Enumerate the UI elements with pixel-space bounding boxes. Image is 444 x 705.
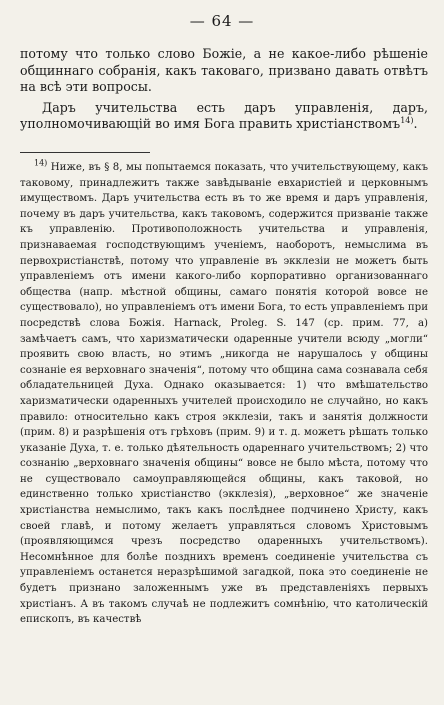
footnote <box>20 160 428 628</box>
main-text <box>20 46 428 133</box>
paragraph-gift-of-teaching: Даръ учительства есть даръ управленія, даръ, уполномочивающій во имя Бога править христіанствомъ$^{14)}$. <box>20 99 428 132</box>
paragraph-text: Даръ учительства есть даръ управленія, даръ, уполномочивающій во имя Бога править христіанствомъ <box>20 99 428 132</box>
footnote-reference[interactable]: 14) <box>400 116 414 126</box>
footnote-text: Ниже, въ § 8, мы попытаемся показать, что учительствующему, какъ таковому, принадлежитъ также завѣдываніе евхаристіей и церковнымъ имуществомъ. Даръ учительства есть въ то же время и даръ управленія, почему въ даръ учительства, какъ таковомъ, содержится призваніе также къ управленію. Противоположность учительства и управленія, признаваемая господствующимъ ученіемъ, наоборотъ, немыслима въ первохристіанствѣ, потому что управленіе въ экклезіи не можетъ быть управленіемъ отъ имени какого-либо корпоративно организованнаго общества (напр. мѣстной общины, самаго понятія которой вовсе не существовало), но управленіемъ отъ имени Бога, то есть управленіемъ при посредствѣ слова Божія. Harnack, Proleg. S. 147 (ср. прим. 77, а) замѣчаетъ самъ, что харизматически одаренные учители всюду „могли“ проявить свою власть, но этимъ „никогда не нарушалось у общины сознаніе ея верховнаго значенія“, потому что община сама сознавала себя обладательницей Духа. Однако оказывается: 1) что вмѣшательство харизматически одаренныхъ учителей происходило не случайно, но какъ правило: относительно какъ строя экклезіи, такъ и занятія должности (прим. 8) и разрѣшенія отъ грѣховъ (прим. 9) и т. д. можетъ рѣшать только указаніе Духа, т. е. только дѣятельность одареннаго учительствомъ; 2) что сознанію „верховнаго значенія общины“ вовсе не было мѣста, потому что не существовало самоуправляющейся общины, какъ таковой, но единственно только христіанство (экклезія), „верховное“ же значеніе христіанства немыслимо, такъ какъ послѣднее подчинено Христу, какъ своей главѣ, и потому желаетъ управляться словомъ Христовымъ (проявляющимся чрезъ посредство одаренныхъ учительствомъ). Несомнѣнное для болѣе позднихъ временъ соединеніе учительства съ управленіемъ останется неразрѣшимой загадкой, пока это соединеніе не будетъ признано заложеннымъ уже въ представленіяхъ первыхъ христіанъ. А въ такомъ случаѣ не подлежитъ сомнѣнію, что католическій епископъ, въ качествѣ <box>20 162 428 626</box>
paragraph-continuation: потому что только слово Божіе, а не какое-либо рѣшеніе общиннаго собранія, какъ таковаго, призвано давать отвѣтъ на всѣ эти вопросы. <box>20 46 428 95</box>
footnote-divider <box>20 152 150 153</box>
footnote-paragraph <box>20 160 428 628</box>
page-number: — 64 — <box>189 12 255 30</box>
footnote-mark: 14) <box>34 158 48 168</box>
